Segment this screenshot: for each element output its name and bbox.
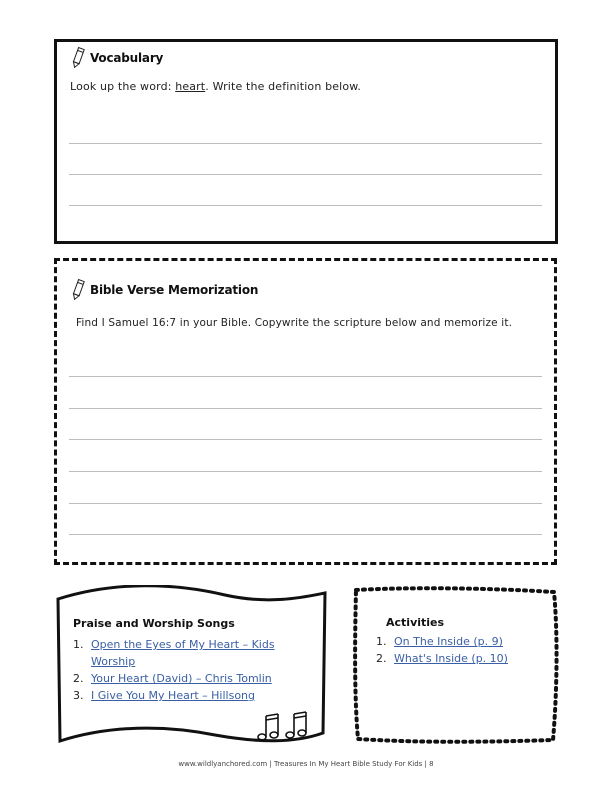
vocabulary-heading: [70, 46, 163, 70]
music-notes-icon: [256, 710, 310, 744]
activity-link[interactable]: On The Inside (p. 9): [394, 635, 503, 648]
memorization-heading: [70, 278, 258, 302]
vocabulary-instruction-end: . Write the definition below.: [205, 80, 362, 93]
list-item: [73, 670, 313, 687]
list-item: [73, 687, 313, 704]
list-number: 1.: [376, 635, 387, 648]
activities-list: [376, 633, 536, 667]
memorization-instruction: Find I Samuel 16:7 in your Bible. Copywrite the scripture below and memorize it.: [76, 317, 513, 329]
song-link[interactable]: Worship: [91, 655, 136, 668]
list-item: [73, 636, 313, 670]
writing-line[interactable]: [69, 534, 542, 535]
pencil-icon: [70, 46, 86, 70]
song-link[interactable]: Your Heart (David) – Chris Tomlin: [91, 672, 272, 685]
writing-line[interactable]: [69, 408, 542, 409]
pencil-icon: [70, 278, 86, 302]
memorization-section: [54, 258, 557, 565]
list-item: [376, 650, 536, 667]
list-item: [376, 633, 536, 650]
list-number: 3.: [73, 689, 84, 702]
writing-line[interactable]: [69, 376, 542, 377]
vocabulary-instruction-start: Look up the word:: [70, 80, 176, 93]
vocabulary-instruction: [70, 80, 361, 93]
vocabulary-title: Vocabulary: [90, 51, 164, 65]
song-link[interactable]: Open the Eyes of My Heart – Kids: [91, 638, 275, 651]
list-number: 2.: [376, 652, 387, 665]
list-number: 1.: [73, 638, 84, 651]
activity-link[interactable]: What's Inside (p. 10): [394, 652, 508, 665]
list-number: 2.: [73, 672, 84, 685]
writing-line[interactable]: [69, 205, 542, 206]
vocabulary-word: heart: [175, 80, 206, 93]
song-link[interactable]: I Give You My Heart – Hillsong: [91, 689, 256, 702]
songs-title: Praise and Worship Songs: [73, 617, 235, 630]
writing-line[interactable]: [69, 503, 542, 504]
writing-line[interactable]: [69, 439, 542, 440]
writing-line[interactable]: [69, 471, 542, 472]
page-footer: www.wildlyanchored.com | Treasures In My Heart Bible Study For Kids | 8: [178, 760, 434, 768]
activities-title: Activities: [386, 616, 445, 629]
writing-line[interactable]: [69, 143, 542, 144]
songs-list: [73, 636, 313, 704]
writing-line[interactable]: [69, 174, 542, 175]
memorization-title: Bible Verse Memorization: [90, 283, 259, 297]
